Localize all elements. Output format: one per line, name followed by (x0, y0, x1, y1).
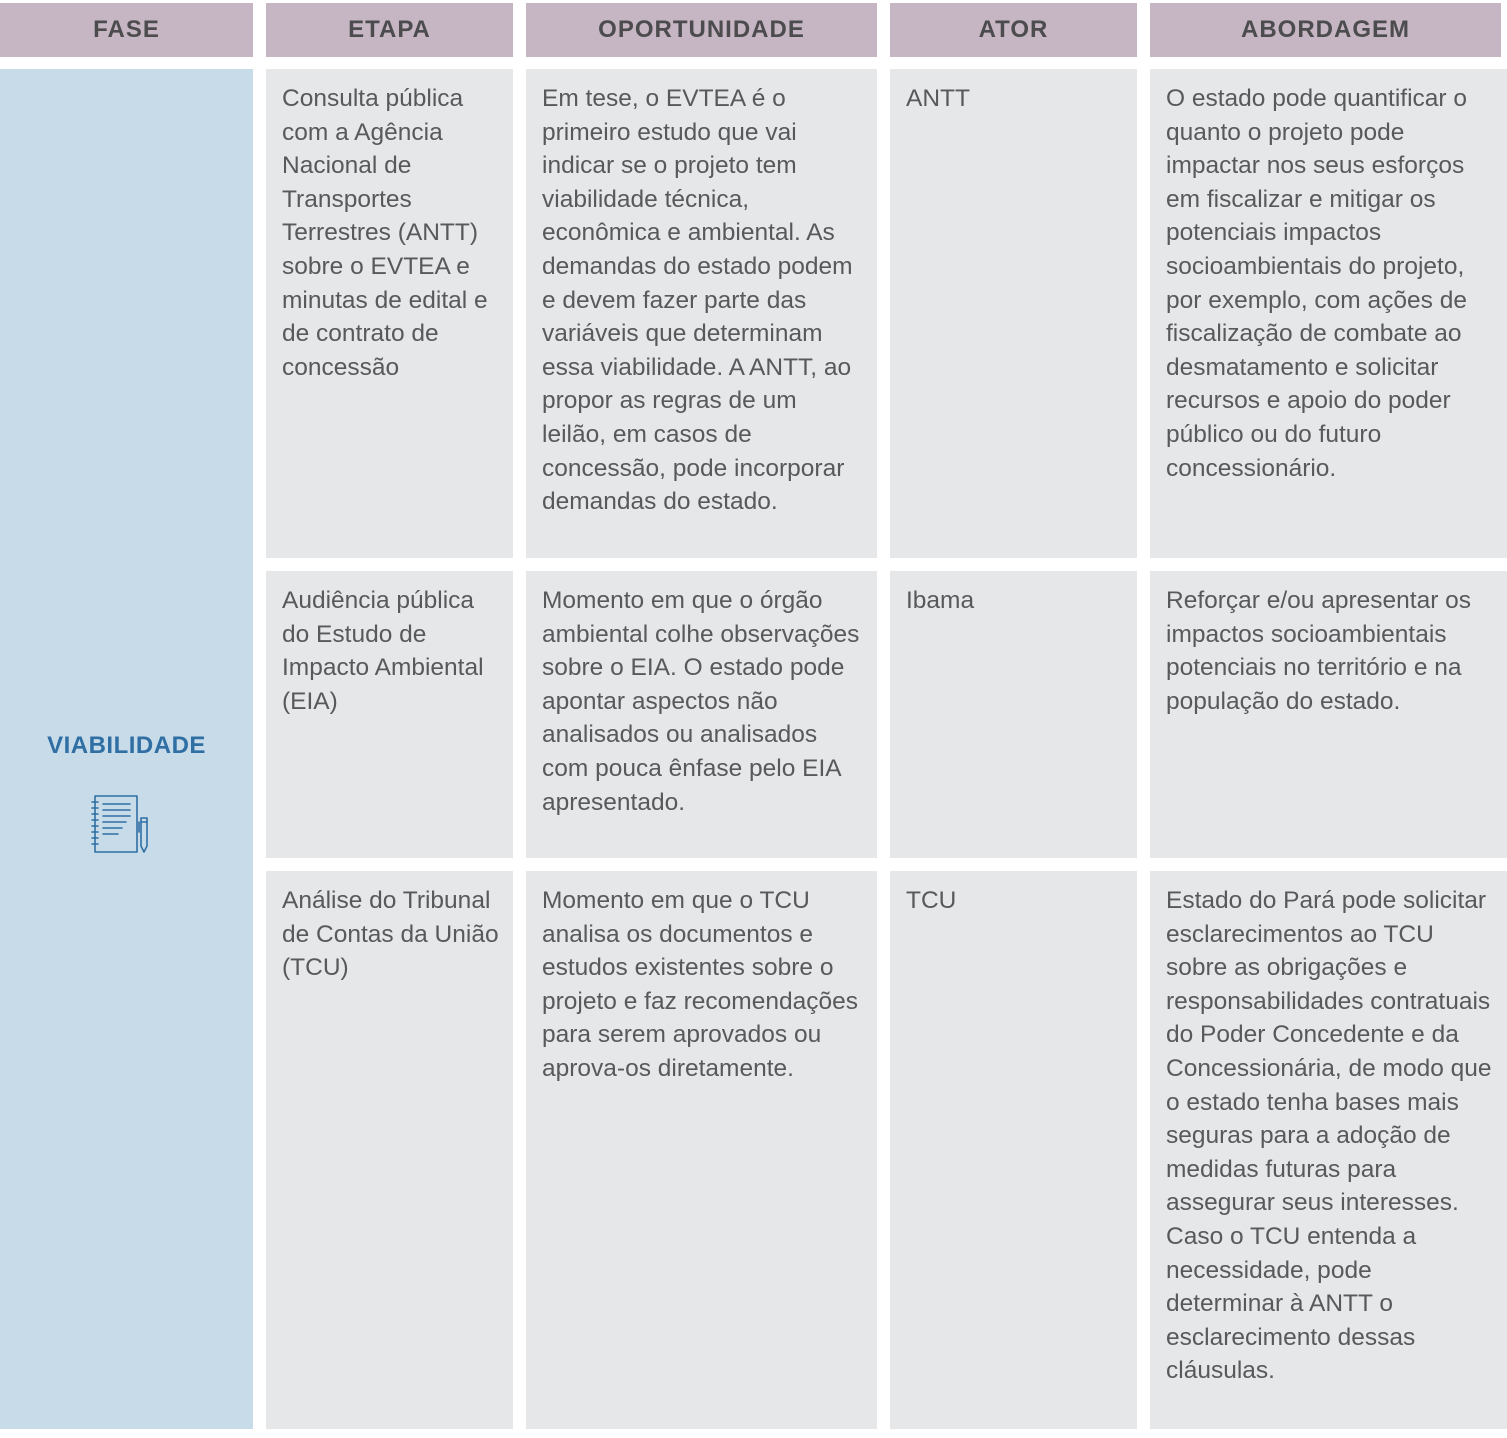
cell-abordagem: O estado pode quantificar o quanto o projeto pode impactar nos seus esforços em fiscalizar e mitigar os potenciais impactos socioambientais do projeto, por exemplo, com ações de fiscalização de combate ao desmatamento e solicitar recursos e apoio do poder público ou do futuro concessionário. (1150, 69, 1507, 558)
header-fase: FASE (0, 3, 253, 57)
header-etapa: ETAPA (266, 3, 513, 57)
cell-etapa: Consulta pública com a Agência Nacional de Transportes Terrestres (ANTT) sobre o EVTEA e minutas de edital e de contrato de concessão (266, 69, 513, 558)
cell-etapa: Análise do Tribunal de Contas da União (TCU) (266, 871, 513, 1429)
cell-abordagem: Estado do Pará pode solicitar esclarecimentos ao TCU sobre as obrigações e responsabilidades contratuais do Poder Concedente e da Concessionária, de modo que o estado tenha bases mais seguras para a adoção de medidas futuras para assegurar seus interesses. Caso o TCU entenda a necessidade, pode determinar à ANTT o esclarecimento dessas cláusulas. (1150, 871, 1507, 1429)
cell-oportunidade: Em tese, o EVTEA é o primeiro estudo que vai indicar se o projeto tem viabilidade técnica, econômica e ambiental. As demandas do estado podem e devem fazer parte das variáveis que determinam essa viabilidade. A ANTT, ao propor as regras de um leilão, em casos de concessão, pode incorporar demandas do estado. (526, 69, 877, 558)
cell-ator: ANTT (890, 69, 1137, 558)
cell-oportunidade: Momento em que o órgão ambiental colhe observações sobre o EIA. O estado pode apontar aspectos não analisados ou analisados com pouca ênfase pelo EIA apresentado. (526, 571, 877, 858)
fase-label: VIABILIDADE (47, 732, 206, 759)
cell-ator: TCU (890, 871, 1137, 1429)
cell-etapa: Audiência pública do Estudo de Impacto Ambiental (EIA) (266, 571, 513, 858)
notebook-pen-icon (88, 792, 154, 858)
header-abordagem: ABORDAGEM (1150, 3, 1501, 57)
header-oportunidade: OPORTUNIDADE (526, 3, 877, 57)
header-ator: ATOR (890, 3, 1137, 57)
cell-abordagem: Reforçar e/ou apresentar os impactos socioambientais potenciais no território e na população do estado. (1150, 571, 1507, 858)
cell-oportunidade: Momento em que o TCU analisa os documentos e estudos existentes sobre o projeto e faz recomendações para serem aprovados ou aprova-os diretamente. (526, 871, 877, 1429)
cell-ator: Ibama (890, 571, 1137, 858)
